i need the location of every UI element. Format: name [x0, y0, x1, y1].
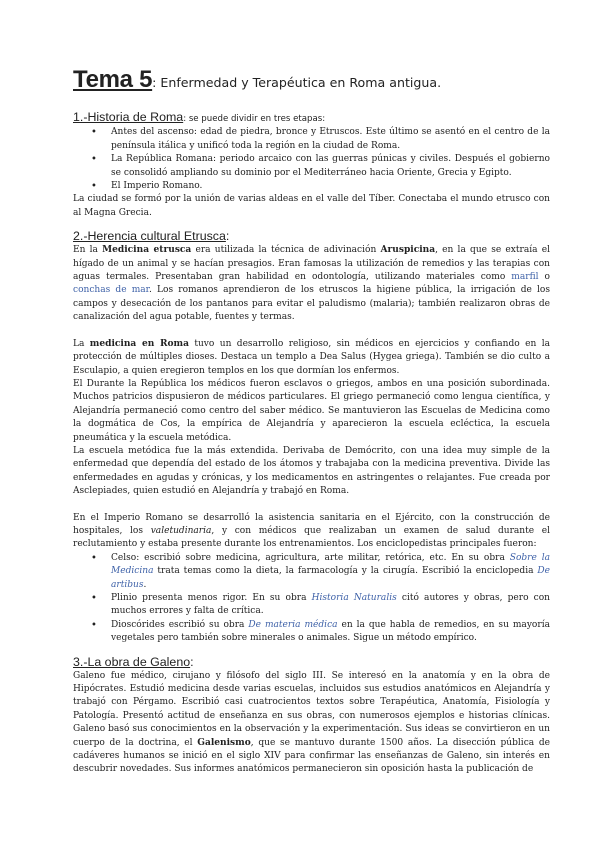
historia-naturalis-link[interactable]: Historia Naturalis	[311, 593, 397, 603]
methodic-school-paragraph: La escuela metódica fue la más extendida. Derivaba de Demócrito, con una idea muy simple de la enfermedad que dependía del estado de los átomos y trabajaba con la medicina preventiva. Divide las enfermedades en agudas y crónicas, y los medicamentos en astringentes o relajantes. Fue creada por Asclepiades, quien estudió en Alejandría y trabajó en Roma.	[73, 445, 550, 497]
marfil-link[interactable]: marfil	[511, 272, 539, 283]
etruscan-medicine-paragraph: En la Medicina etrusca era utilizada la técnica de adivinación Aruspicina, en la que se extraía el hígado de un animal y se hacían presagios. Eran famosas la utilización de remedios y las terapias con aguas termales. Presentaban gran habilidad en odontología, utilizando materiales como marfil o conchas de mar. Los romanos aprendieron de los etruscos la higiene pública, la irrigación de los campos y desecación de los pantanos para evitar el paludismo (malaria); también realizaron obras de canalización del agua potable, fuentes y termas.	[73, 245, 550, 323]
list-item: • Plinio presenta menos rigor. En su obra Historia Naturalis citó autores y obras, pero con muchos errores y falta de crítica.	[111, 592, 550, 619]
galeno-paragraph: Galeno fue médico, cirujano y filósofo del siglo III. Se interesó en la anatomía y en la obra de Hipócrates. Estudió medicina desde varias escuelas, incluidos sus estudios anatómicos en Alejandría y trabajó con Pérgamo. Escribió casi cuatrocientos textos sobre Terapéutica, Anatomía, Fisiología y Patología. Presentó actitud de enseñanza en sus obras, con numerosos ejemplos e historias clínicas. Galeno basó sus conocimientos en la observación y la experimentación. Sus ideas se convirtieron en un cuerpo de la doctrina, el Galenismo, que se mantuvo durante 1500 años. La disección pública de cadáveres humanos se inició en el siglo XIV para confirmar las enseñanzas de Galeno, sin interés en descubrir novedades. Sus informes anatómicos permanecieron sin oposición hasta la publicación de	[73, 670, 551, 775]
conchas-de-mar-link[interactable]: conchas de mar	[73, 285, 150, 296]
section-2-heading: 2.-Herencia cultural Etrusca:	[73, 229, 230, 244]
section-1-heading-line	[73, 109, 550, 126]
list-item: • Dioscórides escribió su obra De materia médica en la que habla de remedios, en su mayoría vegetales pero también sobre minerales o animales. Sigue un método empírico.	[111, 619, 550, 646]
list-item: • La República Romana: periodo arcaico con las guerras púnicas y civiles. Después el gobierno se consolidó ampliando su dominio por el Mediterráneo hacia Oriente, Grecia y Egipto.	[111, 153, 550, 180]
de-materia-medica-link[interactable]: De materia médica	[248, 619, 338, 630]
title-main: Tema 5	[73, 66, 153, 93]
section-1-heading: 1.-Historia de Roma	[73, 110, 184, 124]
de-artibus-link[interactable]: De artibus	[111, 566, 550, 590]
list-item: • El Imperio Romano.	[111, 180, 550, 193]
sobre-la-medicina-link[interactable]: Sobre la Medicina	[111, 552, 551, 577]
section-1-intro: : se puede dividir en tres etapas:	[183, 114, 326, 124]
empire-paragraph: En el Imperio Romano se desarrolló la asistencia sanitaria en el Ejército, con la construcción de hospitales, los valetudinaria, y con médicos que realizaban un examen de salud durante el reclutamiento y estaba presente durante los entrenamientos. Los enciclopedistas principales fueron:	[73, 512, 550, 550]
list-item: • Celso: escribió sobre medicina, agricultura, arte militar, retórica, etc. En su obra Sobre la Medicina trata temas como la dieta, la farmacología y la cirugía. Escribió la enciclopedia De artibus.	[111, 552, 550, 592]
list-item: • Antes del ascenso: edad de piedra, bronce y Etruscos. Este último se asentó en el centro de la península itálica y unificó toda la región en la ciudad de Roma.	[111, 126, 550, 153]
section-1-list	[73, 126, 550, 193]
section-1-closing: La ciudad se formó por la unión de varias aldeas en el valle del Tíber. Conectaba el mundo etrusco con al Magna Grecia.	[73, 194, 550, 218]
section-3-heading: 3.-La obra de Galeno:	[73, 654, 194, 669]
document-title	[73, 66, 550, 99]
rome-medicine-paragraph: La medicina en Roma tuvo un desarrollo religioso, sin médicos en ejercicios y confiando en la protección de múltiples dioses. Destaca un templo a Dea Salus (Hygea griega). También se dio culto a Esculapio, a quien eregieron templos en los que dormían los enfermos.	[73, 338, 550, 376]
encyclopedists-list	[73, 552, 550, 646]
republic-paragraph: El Durante la República los médicos fueron esclavos o griegos, ambos en una posición subordinada. Muchos patricios dispusieron de médicos particulares. El griego permaneció como lengua científica, y Alejandría permaneció como centro del saber médico. Se mantuvieron las Escuelas de Medicina como la dogmática de Cos, la empírica de Alejandría y aparecieron la escuela ecléctica, la escuela pneumática y la escuela metódica.	[73, 378, 550, 443]
title-subtitle: : Enfermedad y Terapéutica en Roma antigua.	[152, 75, 442, 90]
